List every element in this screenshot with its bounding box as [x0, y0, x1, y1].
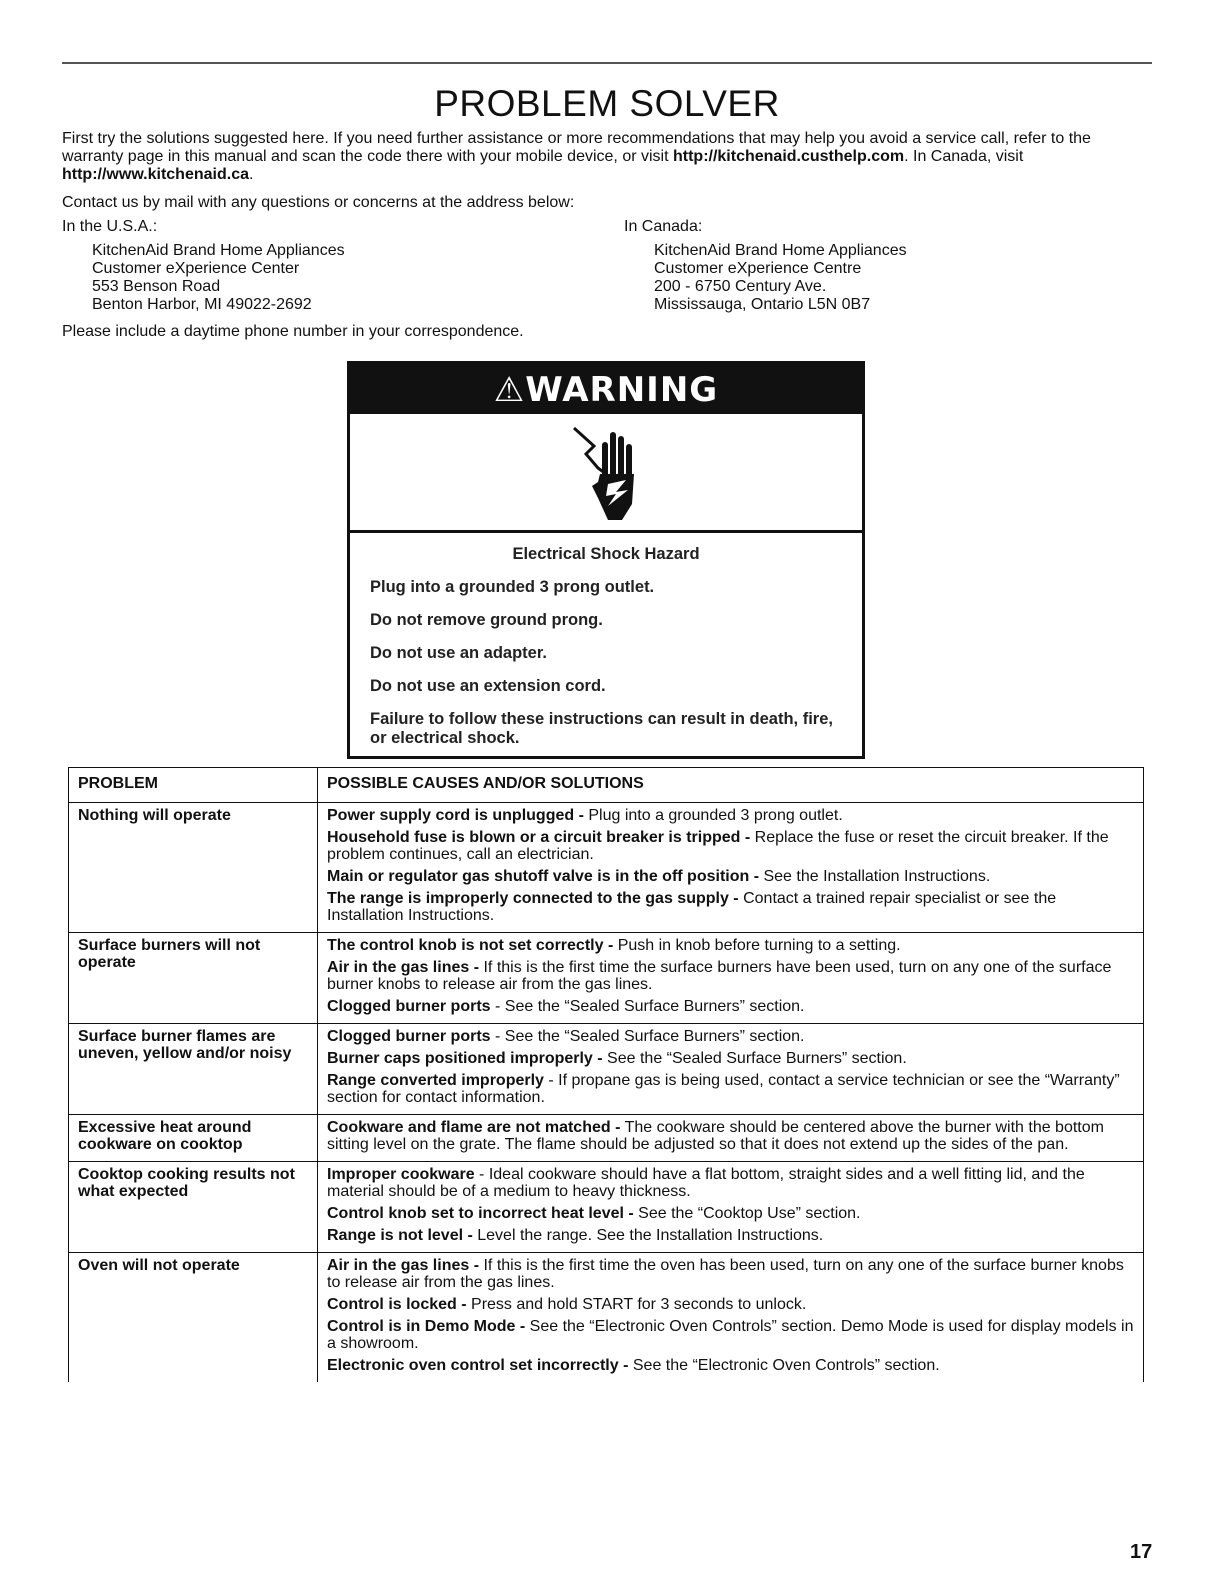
solutions-cell — [318, 1253, 1144, 1383]
solution-item: Air in the gas lines - If this is the first time the surface burners have been used, turn on any one of the surface burner knobs to release air from the gas lines. — [327, 959, 1112, 993]
problem-solver-table — [68, 767, 1144, 1382]
canada-address-line: KitchenAid Brand Home Appliances — [654, 242, 907, 259]
solution-item: Household fuse is blown or a circuit breaker is tripped - Replace the fuse or reset the circuit breaker. If the problem continues, call an electrician. — [327, 829, 1109, 863]
canada-header: In Canada: — [624, 218, 703, 235]
problem-cell: Nothing will operate — [69, 803, 318, 933]
warning-heading: ⚠WARNING — [350, 364, 862, 414]
solution-item: Improper cookware - Ideal cookware should have a flat bottom, straight sides and a well fitting lid, and the material should be of a medium to heavy thickness. — [327, 1166, 1085, 1200]
usa-address — [62, 218, 345, 314]
solution-item: Clogged burner ports - See the “Sealed Surface Burners” section. — [327, 1028, 805, 1045]
problem-cell: Excessive heat around cookware on cooktop — [69, 1115, 318, 1162]
solution-item: Main or regulator gas shutoff valve is in the off position - See the Installation Instructions. — [327, 868, 991, 885]
warning-line: Plug into a grounded 3 prong outlet. — [370, 578, 655, 596]
table-row — [69, 803, 1144, 933]
warning-line: Do not use an adapter. — [370, 644, 547, 662]
usa-address-line: 553 Benson Road — [92, 278, 221, 295]
column-header-solutions: POSSIBLE CAUSES AND/OR SOLUTIONS — [318, 768, 1144, 803]
canada-address-line: Mississauga, Ontario L5N 0B7 — [654, 296, 871, 313]
solution-item: Clogged burner ports - See the “Sealed Surface Burners” section. — [327, 998, 805, 1015]
warning-icon-panel — [350, 414, 862, 533]
contact-section — [62, 194, 1152, 313]
solutions-cell — [318, 1115, 1144, 1162]
intro-paragraph — [62, 130, 1152, 184]
table-row — [69, 933, 1144, 1024]
canada-address-line: 200 - 6750 Century Ave. — [654, 278, 827, 295]
problem-cell: Cooktop cooking results not what expected — [69, 1162, 318, 1253]
solutions-cell — [318, 1024, 1144, 1115]
solution-item: The control knob is not set correctly - Push in knob before turning to a setting. — [327, 937, 901, 954]
contact-lead: Contact us by mail with any questions or concerns at the address below: — [62, 194, 575, 211]
page-number: 17 — [1130, 1541, 1153, 1563]
warning-line: Failure to follow these instructions can result in death, fire, or electrical shock. — [370, 710, 833, 747]
solution-item: Range is not level - Level the range. See the Installation Instructions. — [327, 1227, 824, 1244]
custhelp-link[interactable]: http://kitchenaid.custhelp.com — [672, 148, 905, 165]
solution-item: Burner caps positioned improperly - See the “Sealed Surface Burners” section. — [327, 1050, 907, 1067]
warning-line: Do not remove ground prong. — [370, 611, 603, 629]
solution-item: Power supply cord is unplugged - Plug into a grounded 3 prong outlet. — [327, 807, 843, 824]
table-row — [69, 1115, 1144, 1162]
solutions-cell — [318, 1162, 1144, 1253]
warning-line: Do not use an extension cord. — [370, 677, 606, 695]
usa-address-line: KitchenAid Brand Home Appliances — [92, 242, 345, 259]
problem-cell: Surface burners will not operate — [69, 933, 318, 1024]
top-rule — [62, 62, 1152, 64]
canada-address-line: Customer eXperience Centre — [654, 260, 862, 277]
solution-item: Electronic oven control set incorrectly - See the “Electronic Oven Controls” section. — [327, 1357, 940, 1374]
table-row — [69, 1162, 1144, 1253]
warning-hazard-title: Electrical Shock Hazard — [512, 545, 700, 563]
solution-item: Range converted improperly - If propane gas is being used, contact a service technician or see the “Warranty” section for contact information. — [327, 1072, 1120, 1106]
solution-item: The range is improperly connected to the gas supply - Contact a trained repair specialist or see the Installation Instructions. — [327, 890, 1057, 924]
usa-header: In the U.S.A.: — [62, 218, 158, 235]
intro-text-a: First try the solutions suggested here. If you need further assistance or more recommendations that may help you avoid a service call, refer to the warranty page in this manual and scan the code there with your mobile device, or visit — [62, 130, 1091, 165]
warning-box — [347, 361, 865, 759]
problem-cell: Oven will not operate — [69, 1253, 318, 1383]
kitchenaid-ca-link[interactable]: http://www.kitchenaid.ca — [62, 166, 249, 183]
table-row — [69, 1253, 1144, 1383]
intro-text-b: . In Canada, visit — [904, 148, 1024, 165]
solutions-cell — [318, 933, 1144, 1024]
solutions-cell — [318, 803, 1144, 933]
solution-item: Air in the gas lines - If this is the first time the oven has been used, turn on any one of the surface burner knobs to release air from the gas lines. — [327, 1257, 1124, 1291]
column-header-problem: PROBLEM — [69, 768, 318, 803]
solution-item: Control is in Demo Mode - See the “Electronic Oven Controls” section. Demo Mode is used for display models in a showroom. — [327, 1318, 1134, 1352]
solution-item: Control is locked - Press and hold START for 3 seconds to unlock. — [327, 1296, 807, 1313]
solution-item: Control knob set to incorrect heat level - See the “Cooktop Use” section. — [327, 1205, 861, 1222]
usa-address-line: Customer eXperience Center — [92, 260, 300, 277]
canada-address — [624, 218, 907, 314]
table-row — [69, 1024, 1144, 1115]
phone-note: Please include a daytime phone number in your correspondence. — [62, 323, 524, 340]
intro-text-c: . — [248, 166, 254, 183]
solution-item: Cookware and flame are not matched - The cookware should be centered above the burner with the bottom sitting level on the grate. The flame should be adjusted so that it does not extend up the sides of the pan. — [327, 1119, 1104, 1153]
usa-address-line: Benton Harbor, MI 49022-2692 — [92, 296, 312, 313]
page-title: PROBLEM SOLVER — [434, 83, 780, 124]
electrical-shock-hand-icon — [572, 424, 642, 524]
problem-cell: Surface burner flames are uneven, yellow and/or noisy — [69, 1024, 318, 1115]
